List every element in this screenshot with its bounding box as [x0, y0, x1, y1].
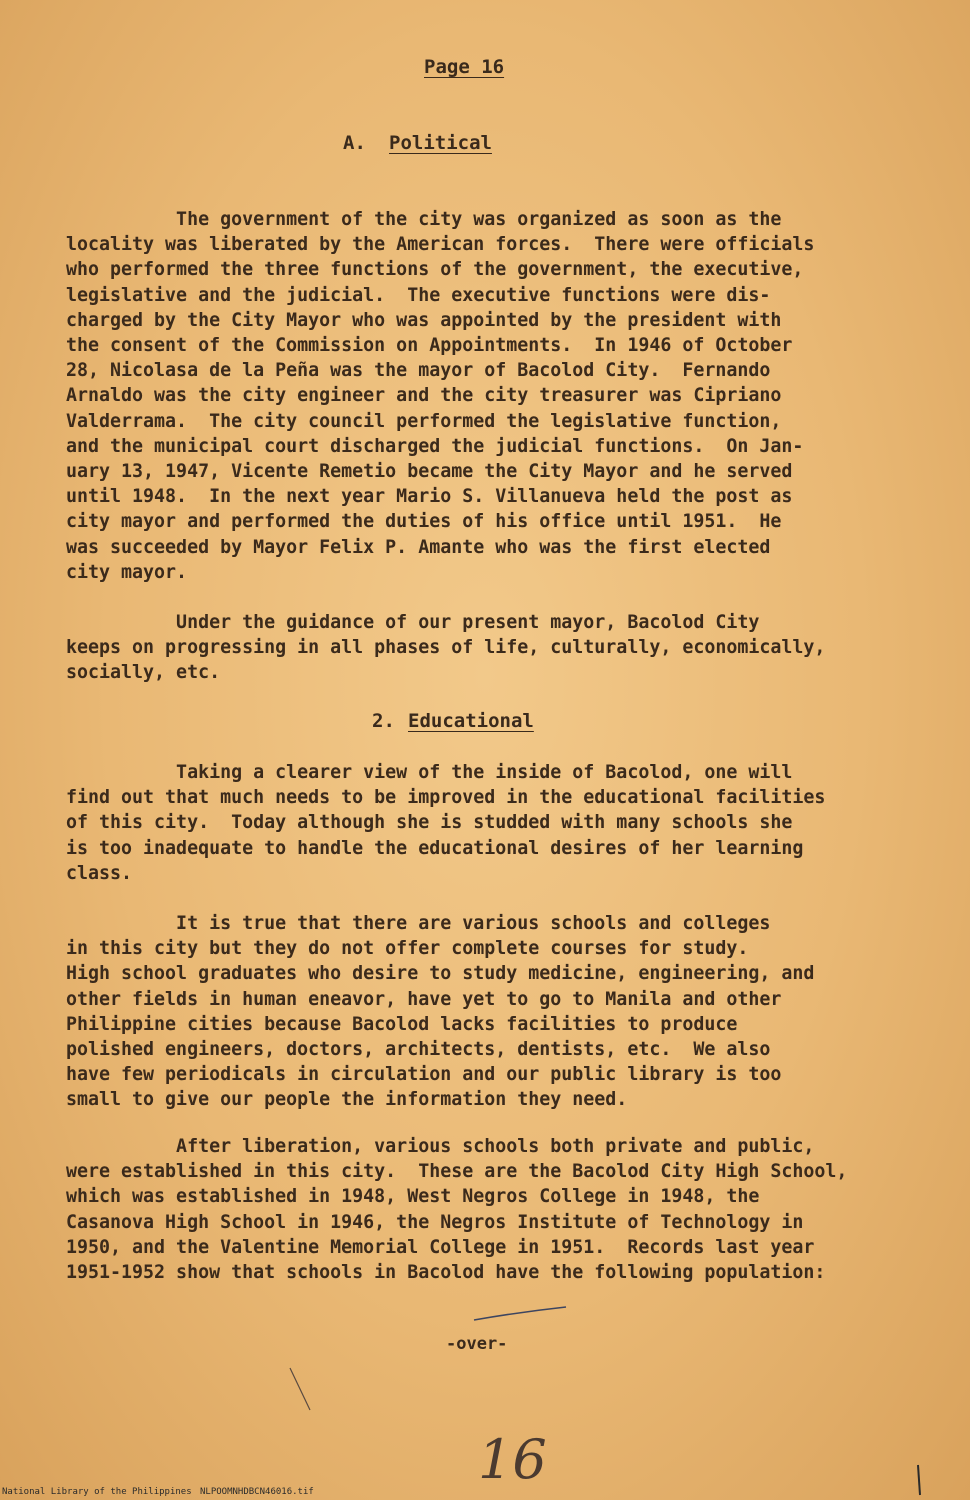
section-2-number: 2. — [372, 710, 395, 732]
section-2-paragraph-2: It is true that there are various schools and colleges in this city but they do not offer complete courses for study. High school graduates who desire to study medicine, engineering, and other fields in human eneavor, have yet to go to Manila and other Philippine cities because Bacolod lacks facilities to produce polished engineers, doctors, architects, dentists, etc. We also have few periodicals in circulation and our public library is too small to give our people the information they need. — [66, 913, 815, 1111]
section-1-paragraph-2: Under the guidance of our present mayor, Bacolod City keeps on progressing in all phases of life, culturally, economically, socially, etc. — [66, 612, 826, 684]
handwritten-page-number: 16 — [478, 1428, 547, 1491]
section-1-number: A. — [343, 132, 366, 154]
section-1-paragraph-1: The government of the city was organized as soon as the locality was liberated by the American forces. There were officials who performed the three functions of the government, the executive, legislative and the judicial. The executive functions were dis- charged by the City Mayor who was appointed by the president with the consent of the Commission on Appointments. In 1946 of October 28, Nicolasa de la Peña was the mayor of Bacolod City. Fernando Arnaldo was the city engineer and the city treasurer was Cipriano Valderrama. The city council performed the legislative function, and the municipal court discharged the judicial functions. On Jan- uary 13, 1947, Vicente Remetio became the City Mayor and he served until 1948. In the next year Mario S. Villanueva held the post as city mayor and performed the duties of his office until 1951. He was succeeded by Mayor Felix P. Amante who was the first elected city mayor. — [66, 209, 815, 583]
footer-file-id: NLPOOMNHDBCN46016.tif — [200, 1487, 314, 1497]
section-2-paragraph-3: After liberation, various schools both private and public, were established in this city. These are the Bacolod City High School, which was established in 1948, West Negros College in 1948, the Casanova High School in 1946, the Negros Institute of Technology in 1950, and the Valentine Memorial College in 1951. Records last year 1951-1952 show that schools in Bacolod have the following population: — [66, 1136, 848, 1284]
section-1-title: Political — [389, 132, 492, 154]
page-number: Page 16 — [424, 56, 505, 78]
section-2-paragraph-1: Taking a clearer view of the inside of Bacolod, one will find out that much needs to be improved in the educational facilities of this city. Today although she is studded with many schools she is too inadequate to handle the educational desires of her learning class. — [66, 762, 826, 884]
footer-library: National Library of the Philippines — [2, 1487, 192, 1497]
over-label: -over- — [446, 1334, 508, 1354]
section-2-title: Educational — [408, 710, 534, 732]
